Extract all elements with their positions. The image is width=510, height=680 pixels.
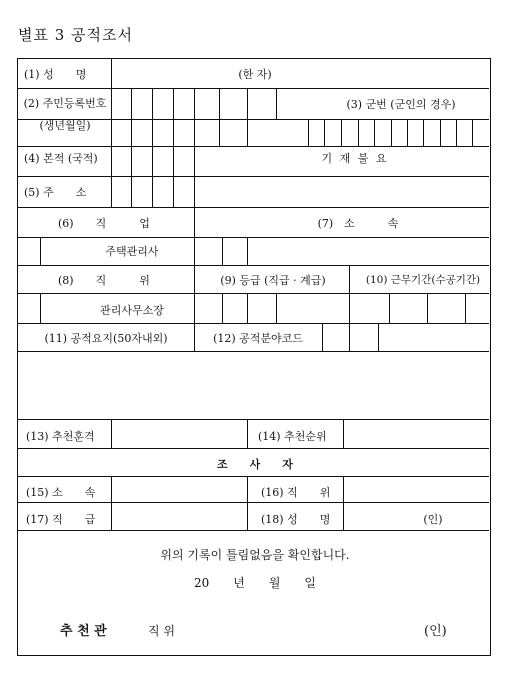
position-label: (8) 직 위 — [58, 274, 150, 287]
grid-line — [173, 88, 174, 146]
grid-line — [247, 419, 248, 448]
grid-line — [18, 419, 489, 420]
grid-line — [427, 293, 428, 323]
grid-line — [18, 265, 489, 266]
grid-line — [194, 265, 195, 293]
award-label: (13) 추천훈격 — [26, 430, 95, 443]
recommender-seal: (인) — [424, 624, 447, 639]
grid-line — [389, 293, 390, 323]
grid-line — [407, 119, 408, 146]
investigator-name-label: (18) 성 명 — [261, 513, 331, 526]
confirmation-statement: 위의 기록이 틀림없음을 확인합니다. — [160, 548, 350, 562]
grid-line — [111, 419, 112, 448]
grid-line — [222, 237, 223, 265]
field-code-label: (12) 공적분야코드 — [213, 332, 303, 345]
origin-label: (4) 본적 (국적) — [24, 152, 98, 165]
grid-line — [276, 293, 277, 323]
investigator-header: 조 사 자 — [217, 458, 293, 471]
grid-line — [194, 146, 195, 207]
position-value: 관리사무소장 — [100, 304, 164, 317]
grid-line — [247, 237, 248, 265]
grid-line — [343, 419, 344, 448]
grid-line — [111, 88, 112, 146]
rrn-label: (2) 주민등록번호 — [23, 97, 107, 110]
grid-line — [40, 293, 41, 323]
grid-line — [131, 88, 132, 146]
grid-line — [349, 323, 350, 351]
grid-line — [40, 237, 41, 265]
grid-line — [247, 88, 248, 146]
birth-label: (생년월일) — [39, 119, 91, 132]
grid-line — [18, 146, 489, 147]
grid-line — [152, 146, 153, 207]
name-label: (1) 성 명 — [24, 68, 87, 81]
grid-line — [18, 448, 489, 449]
service-number-label: (3) 군번 (군인의 경우) — [346, 98, 456, 111]
grid-line — [247, 293, 248, 323]
grid-line — [378, 323, 379, 351]
hanja-label: (한 자) — [238, 68, 272, 81]
grid-line — [18, 502, 489, 503]
grid-line — [247, 476, 248, 530]
grid-line — [349, 293, 350, 323]
grid-line — [358, 119, 359, 146]
grid-line — [131, 146, 132, 207]
grid-line — [374, 119, 375, 146]
grid-line — [423, 119, 424, 146]
grid-line — [111, 146, 112, 207]
summary-label: (11) 공적요지(50자내외) — [44, 332, 168, 345]
rank-label: (14) 추천순위 — [258, 430, 327, 443]
grade-label: (9) 등급 (직급 · 계급) — [220, 274, 326, 287]
grid-line — [18, 207, 489, 208]
grid-line — [222, 293, 223, 323]
grid-line — [194, 237, 195, 265]
investigator-affiliation-label: (15) 소 속 — [26, 486, 96, 499]
confirmation-date: 20 년 월 일 — [193, 576, 317, 590]
occupation-value: 주택관리사 — [105, 245, 159, 258]
grid-line — [472, 119, 473, 146]
grid-line — [219, 88, 220, 146]
grid-line — [324, 119, 325, 146]
grid-line — [322, 323, 323, 351]
grid-line — [18, 476, 489, 477]
grid-line — [111, 476, 112, 530]
affiliation-label: (7) 소 속 — [317, 217, 399, 230]
grid-line — [18, 237, 489, 238]
investigator-grade-label: (17) 직 급 — [26, 513, 96, 526]
grid-line — [194, 293, 195, 323]
grid-line — [341, 119, 342, 146]
grid-line — [194, 88, 195, 146]
grid-line — [343, 476, 344, 530]
investigator-seal: (인) — [423, 513, 443, 526]
service-period-label: (10) 근무기간(수공기간) — [365, 274, 481, 286]
grid-line — [456, 119, 457, 146]
grid-line — [465, 293, 466, 323]
grid-line — [194, 323, 195, 351]
award-record-form — [17, 58, 491, 656]
grid-line — [18, 176, 489, 177]
grid-line — [391, 119, 392, 146]
grid-line — [18, 88, 489, 89]
grid-line — [18, 351, 489, 352]
grid-line — [152, 88, 153, 146]
investigator-position-label: (16) 직 위 — [261, 486, 331, 499]
not-required-text: 기 재 불 요 — [321, 152, 389, 165]
grid-line — [308, 119, 309, 146]
grid-line — [111, 59, 112, 88]
grid-line — [18, 323, 489, 324]
grid-line — [194, 207, 195, 237]
occupation-label: (6) 직 업 — [58, 217, 150, 230]
grid-line — [173, 146, 174, 207]
grid-line — [349, 265, 350, 293]
address-label: (5) 주 소 — [24, 186, 87, 199]
recommender-position: 직 위 — [148, 624, 175, 638]
recommender-label: 추 천 관 — [60, 624, 107, 639]
grid-line — [440, 119, 441, 146]
document-title: 별표 3 공적조서 — [18, 26, 134, 44]
grid-line — [18, 293, 489, 294]
grid-line — [276, 88, 277, 119]
grid-line — [18, 530, 489, 531]
